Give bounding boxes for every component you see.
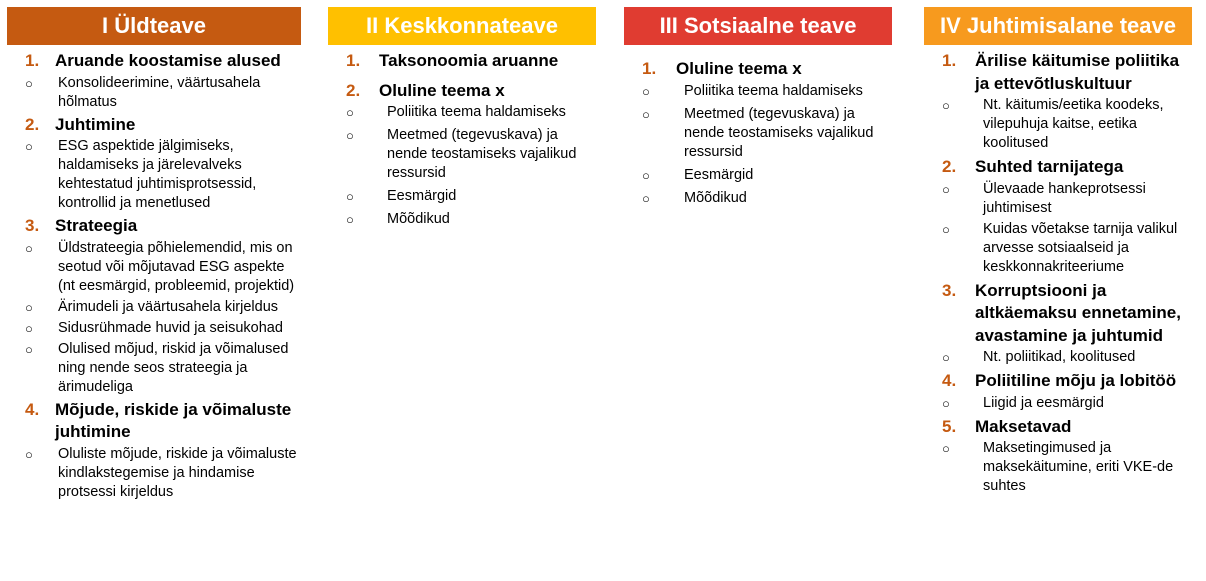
item-title: Ärilise käitumise poliitika ja ettevõtluskultuur xyxy=(975,51,1180,93)
section-header: III Sotsiaalne teave xyxy=(624,7,892,45)
sub-item xyxy=(642,189,892,208)
sub-item xyxy=(642,82,892,101)
circle-bullet-icon: ○ xyxy=(25,446,33,462)
circle-bullet-icon: ○ xyxy=(642,167,650,183)
sub-item-text: Ülevaade hankeprotsessi juhtimisest xyxy=(983,180,1146,216)
sub-item xyxy=(942,394,1192,413)
numbered-item xyxy=(25,215,301,238)
sub-item xyxy=(642,105,892,162)
sub-item-text: Maksetingimused ja maksekäitumine, eriti VKE-de suhtes xyxy=(983,440,1174,494)
numbered-item xyxy=(942,280,1192,348)
sub-item-text: Poliitika teema haldamiseks xyxy=(387,104,566,120)
sub-list xyxy=(25,74,301,112)
circle-bullet-icon: ○ xyxy=(346,189,354,204)
sub-item xyxy=(346,210,596,229)
sub-list xyxy=(25,137,301,213)
numbered-item xyxy=(346,50,596,73)
item-title: Maksetavad xyxy=(975,416,1072,436)
column-sotsiaalne-teave xyxy=(624,7,892,210)
circle-bullet-icon: ○ xyxy=(25,320,33,336)
sub-item-text: Meetmed (tegevuskava) ja nende teostamiseks vajalikud ressursid xyxy=(684,105,874,160)
item-title: Oluline teema x xyxy=(676,59,802,78)
sub-item-text: Nt. poliitikad, koolitused xyxy=(983,349,1136,365)
circle-bullet-icon: ○ xyxy=(642,190,650,206)
column-juhtimisalane-teave xyxy=(924,7,1192,498)
sub-item xyxy=(942,96,1192,153)
item-title: Taksonoomia aruanne xyxy=(379,51,559,70)
sub-item xyxy=(942,180,1192,218)
sub-item-text: Eesmärgid xyxy=(387,188,457,204)
item-number: 3. xyxy=(25,216,40,235)
numbered-item xyxy=(942,416,1192,439)
sub-item-text: Poliitika teema haldamiseks xyxy=(684,82,863,99)
sub-list xyxy=(942,394,1192,413)
numbered-item xyxy=(942,370,1192,393)
sub-item-text: Ärimudeli ja väärtusahela kirjeldus xyxy=(58,298,279,315)
item-number: 1. xyxy=(942,51,957,70)
circle-bullet-icon: ○ xyxy=(942,395,950,411)
sub-item xyxy=(25,298,301,317)
circle-bullet-icon: ○ xyxy=(25,240,33,256)
sub-item-text: Üldstrateegia põhielemendid, mis on seotud või mõjutavad ESG aspekte (nt eesmärgid, probleemid, projektid) xyxy=(58,239,295,294)
item-title: Aruande koostamise alused xyxy=(55,51,281,70)
circle-bullet-icon: ○ xyxy=(25,299,33,315)
column-keskkonnateave xyxy=(328,7,596,231)
item-number: 4. xyxy=(942,371,957,390)
item-number: 5. xyxy=(942,416,957,436)
circle-bullet-icon: ○ xyxy=(942,441,950,456)
numbered-item xyxy=(25,114,301,137)
item-title: Mõjude, riskide ja võimaluste juhtimine xyxy=(55,399,292,441)
section-list xyxy=(924,50,1192,496)
sub-item-text: Meetmed (tegevuskava) ja nende teostamiseks vajalikud ressursid xyxy=(387,127,577,181)
sub-item-text: Liigid ja eesmärgid xyxy=(983,394,1104,411)
sub-item-text: Mõõdikud xyxy=(684,189,747,206)
item-number: 3. xyxy=(942,280,957,300)
circle-bullet-icon: ○ xyxy=(942,350,950,365)
section-header: IV Juhtimisalane teave xyxy=(924,7,1192,45)
sub-list xyxy=(25,239,301,397)
sub-list xyxy=(942,180,1192,277)
circle-bullet-icon: ○ xyxy=(346,212,354,227)
circle-bullet-icon: ○ xyxy=(642,106,650,122)
item-title: Suhted tarnijatega xyxy=(975,157,1124,176)
sub-item-text: Kuidas võetakse tarnija valikul arvesse sotsiaalseid ja keskkonnakriteeriume xyxy=(983,220,1178,275)
sub-item xyxy=(942,348,1192,367)
sub-item-text: Oluliste mõjude, riskide ja võimaluste kindlakstegemise ja hindamise protsessi kirjeldus xyxy=(58,445,297,500)
circle-bullet-icon: ○ xyxy=(642,83,650,99)
circle-bullet-icon: ○ xyxy=(942,98,950,113)
sub-item xyxy=(25,445,301,502)
sub-item xyxy=(346,126,596,183)
sub-item-text: Eesmärgid xyxy=(684,166,754,183)
sub-item-text: Konsolideerimine, väärtusahela hõlmatus xyxy=(58,74,261,110)
sub-item xyxy=(25,239,301,296)
sub-item xyxy=(346,103,596,122)
section-list xyxy=(328,50,596,229)
sub-item-text: Sidusrühmade huvid ja seisukohad xyxy=(58,319,283,336)
circle-bullet-icon: ○ xyxy=(942,181,950,197)
sub-list xyxy=(642,82,892,208)
section-list xyxy=(624,58,892,208)
sub-item xyxy=(25,340,301,397)
item-number: 2. xyxy=(25,114,40,134)
sub-item xyxy=(642,166,892,185)
sub-item-text: Nt. käitumis/eetika koodeks, vilepuhuja kaitse, eetika koolitused xyxy=(983,97,1164,151)
sub-item-text: Mõõdikud xyxy=(387,211,450,227)
sub-list xyxy=(942,348,1192,367)
sub-item-text: ESG aspektide jälgimiseks, haldamiseks ja järelevalveks kehtestatud juhtimisprotsessid, kontrollid ja menetlused xyxy=(58,138,257,211)
sub-item xyxy=(346,187,596,206)
item-number: 1. xyxy=(25,51,40,70)
item-title: Poliitiline mõju ja lobitöö xyxy=(975,371,1177,390)
circle-bullet-icon: ○ xyxy=(25,75,33,91)
sub-list xyxy=(346,103,596,229)
column-uldteave xyxy=(7,7,301,504)
sub-item xyxy=(942,220,1192,277)
item-title: Korruptsiooni ja altkäemaksu ennetamine, avastamine ja juhtumid xyxy=(975,280,1181,345)
sub-item xyxy=(942,439,1192,496)
item-number: 2. xyxy=(346,80,361,100)
circle-bullet-icon: ○ xyxy=(25,341,33,357)
sub-list xyxy=(942,439,1192,496)
numbered-item xyxy=(25,399,301,444)
circle-bullet-icon: ○ xyxy=(942,221,950,237)
sub-item xyxy=(25,74,301,112)
item-number: 1. xyxy=(346,51,361,70)
section-list xyxy=(7,50,301,502)
item-number: 2. xyxy=(942,157,957,176)
numbered-item xyxy=(942,156,1192,179)
sub-item-text: Olulised mõjud, riskid ja võimalused ning nende seos strateegia ja ärimudeliga xyxy=(58,340,289,395)
item-number: 4. xyxy=(25,399,40,419)
numbered-item xyxy=(942,50,1192,95)
sub-item xyxy=(25,319,301,338)
circle-bullet-icon: ○ xyxy=(25,139,33,154)
sub-item xyxy=(25,137,301,213)
numbered-item xyxy=(642,58,892,81)
numbered-item xyxy=(346,80,596,103)
item-title: Oluline teema x xyxy=(379,80,505,100)
section-header: II Keskkonnateave xyxy=(328,7,596,45)
item-number: 1. xyxy=(642,59,657,78)
numbered-item xyxy=(25,50,301,73)
circle-bullet-icon: ○ xyxy=(346,128,354,143)
sub-list xyxy=(942,96,1192,153)
item-title: Strateegia xyxy=(55,216,138,235)
circle-bullet-icon: ○ xyxy=(346,105,354,120)
item-title: Juhtimine xyxy=(55,114,136,134)
sub-list xyxy=(25,445,301,502)
section-header: I Üldteave xyxy=(7,7,301,45)
